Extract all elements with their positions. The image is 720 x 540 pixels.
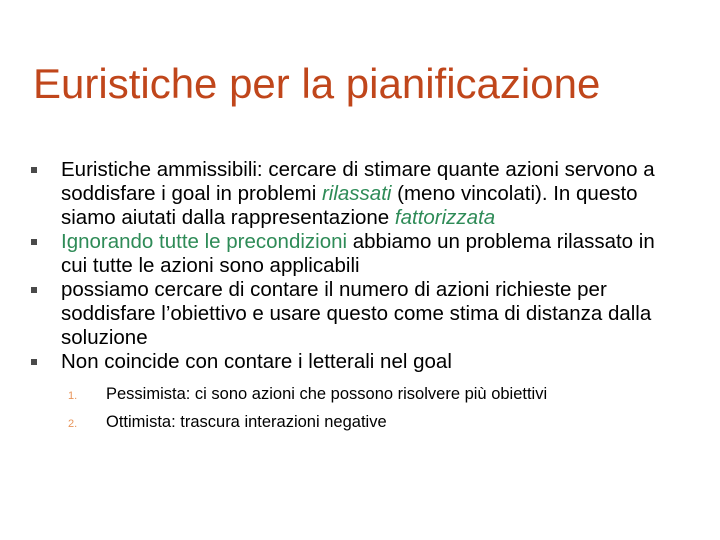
sub-list-container (0, 374, 720, 436)
numbered-sub-list (0, 380, 720, 436)
bullet-text: possiamo cercare di contare il numero di azioni richieste per soddisfare l’obiettivo e usare questo come stima di distanza dalla soluzione (61, 278, 652, 349)
item-number: 2. (68, 418, 78, 430)
bullet-text: Non coincide con contare i letterali nel goal (61, 350, 452, 373)
item-text: Pessimista: ci sono azioni che possono risolvere più obiettivi (106, 385, 548, 403)
bullet-item (0, 158, 671, 230)
item-text: Ottimista: trascura interazioni negative (106, 413, 387, 431)
bullet-text: Euristiche ammissibili: cercare di stimare quante azioni servono a soddisfare i goal in problemi (61, 158, 655, 205)
bullet-text: (meno vincolati). In questo siamo aiutati dalla rappresentazione (61, 182, 638, 229)
bullet-item (0, 230, 671, 278)
bullet-list (0, 158, 720, 436)
square-bullet-icon (31, 167, 37, 173)
numbered-item (0, 408, 666, 436)
slide-title: Euristiche per la pianificazione (33, 60, 601, 107)
highlight-text: Ignorando tutte le precondizioni (61, 230, 348, 253)
bullet-text: abbiamo un problema rilassato in cui tutte le azioni sono applicabili (61, 230, 655, 277)
numbered-item (0, 380, 666, 408)
emphasis-text: fattorizzata (394, 206, 496, 229)
square-bullet-icon (31, 239, 37, 245)
square-bullet-icon (31, 287, 37, 293)
square-bullet-icon (31, 359, 37, 365)
emphasis-text: rilassati (321, 182, 392, 205)
bullet-item (0, 350, 671, 374)
item-number: 1. (68, 390, 78, 402)
bullet-item (0, 278, 671, 350)
